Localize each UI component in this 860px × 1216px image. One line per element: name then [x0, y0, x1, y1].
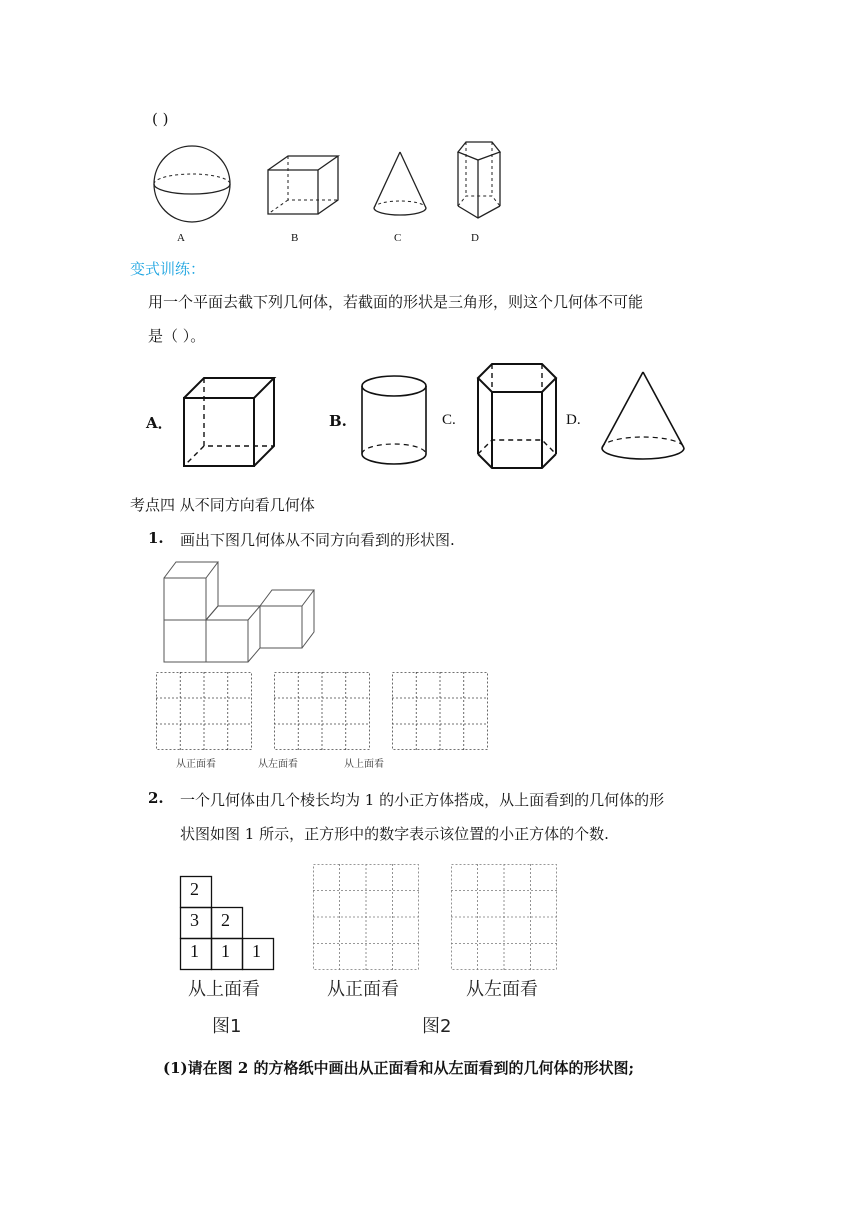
- variant-question-line1: 用一个平面去截下列几何体，若截面的形状是三角形，则这个几何体不可能: [148, 293, 644, 311]
- option-b-cylinder: [360, 374, 428, 468]
- cube-stack-figure: [160, 560, 322, 666]
- pentagonal-prism-figure: [452, 140, 504, 222]
- grid-label-front: 从正面看: [176, 759, 216, 770]
- label-d: D: [471, 232, 479, 244]
- grid-front-view: [156, 672, 252, 750]
- option-d-cone: [600, 370, 686, 464]
- view-label-top: 从上面看: [188, 979, 260, 1000]
- sphere-figure: [150, 144, 234, 228]
- fig2-grid-left: [451, 864, 557, 970]
- option-c-label: C.: [442, 412, 456, 428]
- cell-number: 2: [221, 910, 230, 930]
- option-a-cube: [182, 376, 278, 468]
- option-c-hexagonal-prism: [476, 362, 560, 472]
- figure1-caption: 图1: [212, 1016, 242, 1037]
- cell-number: 1: [221, 941, 230, 961]
- label-a: A: [177, 232, 185, 244]
- q1-text: 画出下图几何体从不同方向看到的形状图.: [180, 531, 455, 549]
- label-b: B: [291, 232, 299, 244]
- answer-parentheses: ( ): [152, 110, 169, 128]
- q2-subquestion-1: (1)请在图 2 的方格纸中画出从正面看和从左面看到的几何体的形状图;: [163, 1059, 635, 1077]
- cube-figure: [266, 154, 342, 218]
- cell-number: 3: [190, 910, 199, 930]
- grid-left-view: [274, 672, 370, 750]
- option-d-label: D.: [566, 412, 581, 428]
- label-c: C: [394, 232, 402, 244]
- view-label-front: 从正面看: [327, 979, 399, 1000]
- cell-number: 2: [190, 879, 199, 899]
- q1-number: 1.: [148, 529, 164, 547]
- option-a-label: A．: [146, 414, 173, 432]
- q2-number: 2.: [148, 789, 164, 807]
- cell-number: 1: [190, 941, 199, 961]
- variant-heading: 变式训练：: [130, 260, 206, 278]
- figure2-caption: 图2: [422, 1016, 452, 1037]
- fig2-grid-front: [313, 864, 419, 970]
- grid-label-top: 从上面看: [344, 759, 384, 770]
- q2-line2: 状图如图 1 所示，正方形中的数字表示该位置的小正方体的个数.: [180, 825, 609, 843]
- section4-title: 考点四 从不同方向看几何体: [130, 496, 315, 514]
- grid-label-left: 从左面看: [258, 759, 298, 770]
- variant-question-line2: 是（ ）。: [148, 327, 206, 345]
- view-label-left: 从左面看: [466, 979, 538, 1000]
- q2-line1: 一个几何体由几个棱长均为 1 的小正方体搭成，从上面看到的几何体的形: [180, 791, 665, 809]
- cone-figure: [370, 150, 430, 218]
- option-b-label: B.: [329, 412, 347, 430]
- grid-top-view: [392, 672, 488, 750]
- cell-number: 1: [252, 941, 261, 961]
